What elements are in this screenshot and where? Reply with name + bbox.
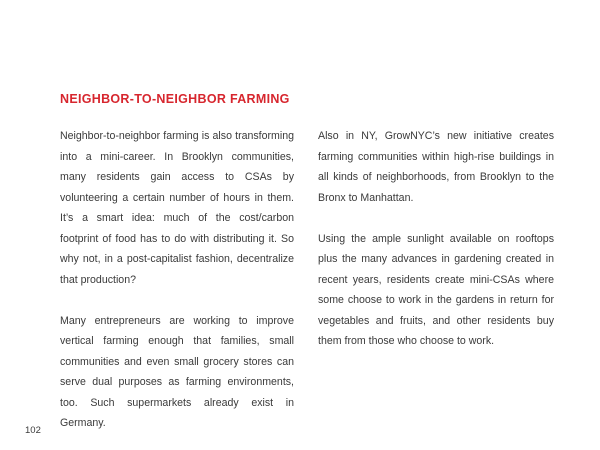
- left-paragraph-2: Many entrepreneurs are working to improve vertical farming enough that families, small communities and even small grocery stores can serve dual purposes as farming environments, too. Such supermarkets already exist in Germany.: [60, 314, 294, 429]
- section-heading: NEIGHBOR-TO-NEIGHBOR FARMING: [60, 92, 290, 106]
- right-paragraph-1: Also in NY, GrowNYC’s new initiative creates farming communities within high-rise buildings in all kinds of neighborhoods, from Brooklyn to the Bronx to Manhattan.: [318, 130, 554, 204]
- left-column: [60, 126, 294, 434]
- left-paragraph-1: Neighbor-to-neighbor farming is also transforming into a mini-career. In Brooklyn communities, many residents gain access to CSAs by volunteering a certain number of hours in them. It’s a smart idea: much of the cost/carbon footprint of food has to do with distributing it. So why not, in a post-capitalist fashion, decentralize that production?: [60, 130, 294, 286]
- right-paragraph-2: Using the ample sunlight available on rooftops plus the many advances in gardening created in recent years, residents create mini-CSAs where some choose to work in the gardens in return for vegetables and fruits, and other residents buy them from those who choose to work.: [318, 232, 554, 347]
- page-number: 102: [25, 425, 41, 436]
- right-column: [318, 126, 554, 352]
